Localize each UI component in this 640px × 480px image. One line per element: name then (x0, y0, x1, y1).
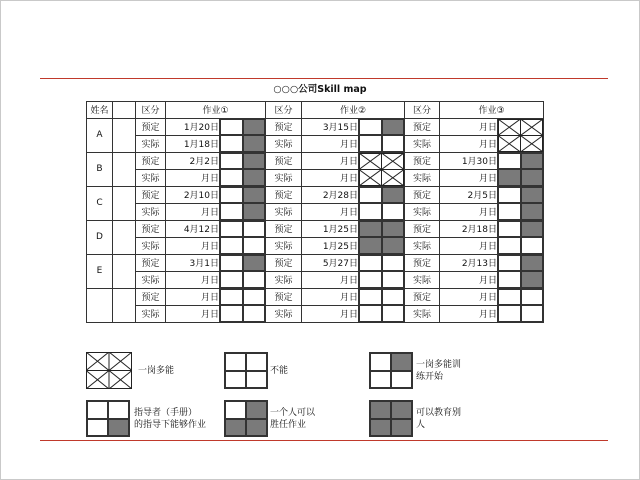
row-label: 实际 (266, 169, 302, 186)
skill-level-cell (359, 186, 405, 220)
row-label: 预定 (266, 186, 302, 203)
legend-label: 一岗多能训 练开始 (416, 360, 462, 382)
skill-level-indicator (220, 221, 265, 254)
bottom-rule (40, 440, 608, 441)
row-label: 预定 (136, 152, 166, 169)
legend-label: 指导者（手册） 的指导下能够作业 (134, 408, 207, 430)
row-label: 实际 (405, 271, 440, 288)
row-label: 实际 (405, 237, 440, 254)
date-value: 月日 (302, 203, 359, 220)
skill-level-indicator (359, 119, 404, 152)
row-label: 预定 (136, 118, 166, 135)
date-value: 5月27日 (302, 254, 359, 271)
date-value: 月日 (166, 288, 220, 305)
skill-map-table (86, 101, 544, 323)
person-name (87, 288, 113, 322)
cross-mark-icon (359, 153, 404, 186)
skill-level-indicator (220, 289, 265, 322)
skill-level-cell (359, 254, 405, 288)
row-label: 预定 (266, 118, 302, 135)
table-row (87, 237, 544, 254)
document-title: ○○○公司Skill map (273, 84, 367, 95)
skill-level-indicator (359, 289, 404, 322)
row-label: 预定 (266, 220, 302, 237)
person-name: A (87, 118, 113, 152)
legend-symbol (86, 400, 130, 437)
person-name: D (87, 220, 113, 254)
person-name: C (87, 186, 113, 220)
row-label: 预定 (136, 220, 166, 237)
row-label: 实际 (136, 305, 166, 322)
date-value: 2月28日 (302, 186, 359, 203)
date-value: 月日 (166, 271, 220, 288)
date-value: 月日 (440, 118, 498, 135)
table-row (87, 169, 544, 186)
date-value: 月日 (302, 135, 359, 152)
row-label: 实际 (405, 135, 440, 152)
legend-symbol (369, 352, 413, 389)
header-category: 区分 (136, 102, 166, 119)
date-value: 2月5日 (440, 186, 498, 203)
row-label: 实际 (405, 203, 440, 220)
table-row (87, 152, 544, 169)
person-name: B (87, 152, 113, 186)
legend-symbol (224, 352, 268, 389)
row-label: 预定 (405, 152, 440, 169)
skill-level-indicator (498, 153, 543, 186)
skill-level-cell (220, 220, 266, 254)
top-rule (40, 78, 608, 79)
skill-level-cell (359, 220, 405, 254)
date-value: 月日 (440, 203, 498, 220)
skill-level-cell (220, 186, 266, 220)
row-label: 预定 (266, 152, 302, 169)
row-label: 实际 (405, 305, 440, 322)
skill-level-cell (498, 118, 544, 152)
date-value: 4月12日 (166, 220, 220, 237)
table-row (87, 220, 544, 237)
row-label: 实际 (136, 271, 166, 288)
skill-level-cell (220, 288, 266, 322)
row-label: 实际 (136, 169, 166, 186)
cross-mark-icon (498, 119, 543, 152)
date-value: 月日 (166, 305, 220, 322)
table-row (87, 203, 544, 220)
legend-label: 可以教育别 人 (416, 408, 462, 430)
skill-level-indicator (498, 221, 543, 254)
row-label: 实际 (266, 203, 302, 220)
row-label: 预定 (405, 220, 440, 237)
table-row (87, 118, 544, 135)
date-value: 月日 (302, 288, 359, 305)
row-label: 实际 (266, 237, 302, 254)
row-label: 预定 (136, 288, 166, 305)
date-value: 3月1日 (166, 254, 220, 271)
legend-symbol (369, 400, 413, 437)
skill-level-indicator (220, 153, 265, 186)
row-label: 预定 (266, 288, 302, 305)
date-value: 1月20日 (166, 118, 220, 135)
date-value: 月日 (302, 271, 359, 288)
row-label: 预定 (136, 186, 166, 203)
skill-level-indicator (359, 221, 404, 254)
date-value: 月日 (302, 152, 359, 169)
date-value: 月日 (166, 169, 220, 186)
table-row (87, 254, 544, 271)
row-label: 实际 (266, 271, 302, 288)
header-name: 姓名 (87, 102, 113, 119)
date-value: 2月18日 (440, 220, 498, 237)
header-work-2: 作业② (302, 102, 405, 119)
date-value: 月日 (166, 237, 220, 254)
date-value: 月日 (440, 135, 498, 152)
date-value: 月日 (440, 237, 498, 254)
row-label: 预定 (405, 288, 440, 305)
skill-level-cell (498, 152, 544, 186)
skill-level-indicator (220, 187, 265, 220)
skill-level-cell (359, 288, 405, 322)
legend-label: 一个人可以 胜任作业 (270, 408, 316, 430)
skill-level-indicator (359, 187, 404, 220)
date-value: 月日 (302, 305, 359, 322)
skill-level-indicator (498, 289, 543, 322)
table-row (87, 271, 544, 288)
header-category: 区分 (405, 102, 440, 119)
row-label: 实际 (266, 305, 302, 322)
header-row (87, 102, 544, 119)
row-label: 实际 (405, 169, 440, 186)
table-row (87, 288, 544, 305)
skill-level-cell (498, 220, 544, 254)
header-work-1: 作业① (166, 102, 266, 119)
date-value: 月日 (440, 288, 498, 305)
row-label: 实际 (136, 203, 166, 220)
date-value: 月日 (166, 203, 220, 220)
skill-level-cell (220, 118, 266, 152)
cross-mark-icon (86, 352, 132, 389)
legend-symbol (224, 400, 268, 437)
row-label: 预定 (405, 254, 440, 271)
skill-level-indicator (498, 187, 543, 220)
date-value: 1月25日 (302, 237, 359, 254)
skill-level-cell (220, 254, 266, 288)
date-value: 1月25日 (302, 220, 359, 237)
skill-level-indicator (498, 255, 543, 288)
skill-level-cell (498, 288, 544, 322)
date-value: 月日 (440, 169, 498, 186)
row-label: 实际 (136, 135, 166, 152)
table-row (87, 135, 544, 152)
skill-level-cell (498, 254, 544, 288)
date-value: 1月30日 (440, 152, 498, 169)
row-label: 预定 (405, 118, 440, 135)
legend-label: 不能 (270, 366, 289, 376)
header-category: 区分 (266, 102, 302, 119)
person-name: E (87, 254, 113, 288)
row-label: 预定 (266, 254, 302, 271)
date-value: 2月10日 (166, 186, 220, 203)
table-row (87, 186, 544, 203)
date-value: 3月15日 (302, 118, 359, 135)
skill-level-cell (498, 186, 544, 220)
header-work-3: 作业③ (440, 102, 544, 119)
skill-level-cell (359, 118, 405, 152)
row-label: 预定 (136, 254, 166, 271)
row-label: 实际 (266, 135, 302, 152)
date-value: 1月18日 (166, 135, 220, 152)
skill-level-cell (359, 152, 405, 186)
date-value: 2月13日 (440, 254, 498, 271)
date-value: 月日 (302, 169, 359, 186)
skill-level-indicator (359, 255, 404, 288)
legend-label: 一岗多能 (138, 366, 175, 376)
date-value: 月日 (440, 271, 498, 288)
skill-level-indicator (220, 119, 265, 152)
skill-level-cell (220, 152, 266, 186)
skill-level-indicator (220, 255, 265, 288)
row-label: 预定 (405, 186, 440, 203)
date-value: 2月2日 (166, 152, 220, 169)
legend-symbol (86, 352, 132, 389)
row-label: 实际 (136, 237, 166, 254)
table-row (87, 305, 544, 322)
date-value: 月日 (440, 305, 498, 322)
